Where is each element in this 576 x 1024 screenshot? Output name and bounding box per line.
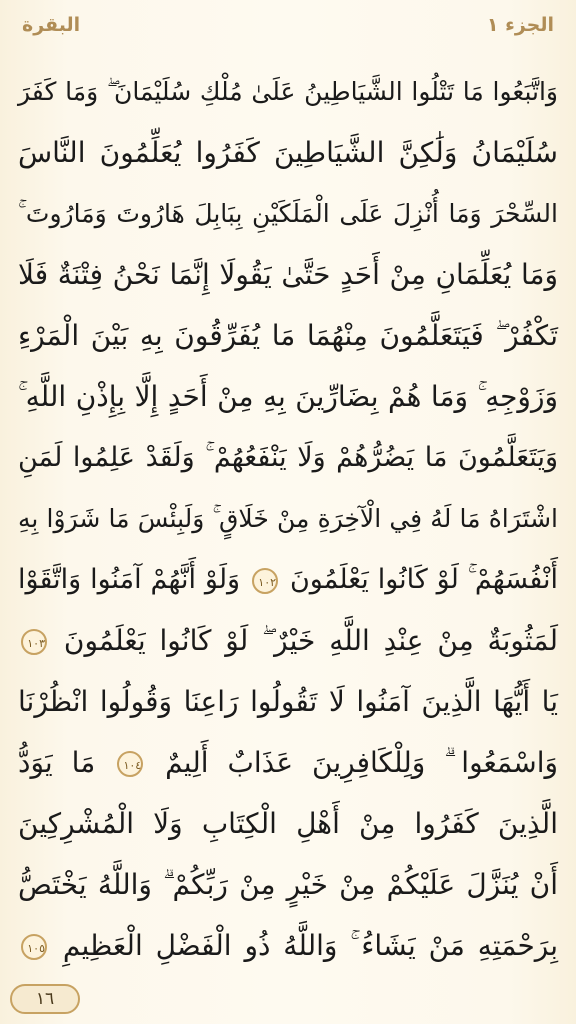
line-text: اشْتَرَاهُ مَا لَهُ فِي الْآخِرَةِ مِنْ خَلَاقٍ ۚ وَلَبِئْسَ مَا شَرَوْا بِهِ — [18, 504, 558, 533]
text-line — [18, 182, 558, 246]
line-text: وَمَا يُعَلِّمَانِ مِنْ أَحَدٍ حَتَّىٰ يَقُولَا إِنَّمَا نَحْنُ فِتْنَةٌ فَلَا — [18, 258, 558, 291]
page-header — [16, 10, 560, 46]
line-text: وَزَوْجِهِ ۚ وَمَا هُمْ بِضَارِّينَ بِهِ مِنْ أَحَدٍ إِلَّا بِإِذْنِ اللَّهِ ۚ — [18, 380, 558, 413]
text-line — [18, 243, 558, 307]
ayah-number-marker: ١٠٥ — [21, 934, 47, 960]
text-line — [18, 670, 558, 734]
line-text: تَكْفُرْ ۖ فَيَتَعَلَّمُونَ مِنْهُمَا مَا يُفَرِّقُونَ بِهِ بَيْنَ الْمَرْءِ — [18, 319, 558, 352]
line-text: أَنْ يُنَزَّلَ عَلَيْكُمْ مِنْ خَيْرٍ مِنْ رَبِّكُمْ ۗ وَاللَّهُ يَخْتَصُّ — [18, 868, 558, 901]
line-text: وَيَتَعَلَّمُونَ مَا يَضُرُّهُمْ وَلَا يَنْفَعُهُمْ ۚ وَلَقَدْ عَلِمُوا لَمَنِ — [18, 442, 558, 473]
line-text-continued: مَا يَوَدُّ — [18, 746, 96, 779]
text-line — [18, 121, 558, 185]
text-line — [18, 304, 558, 368]
page-footer — [10, 984, 80, 1014]
line-text: سُلَيْمَانُ وَلَٰكِنَّ الشَّيَاطِينَ كَفَرُوا يُعَلِّمُونَ النَّاسَ — [18, 136, 558, 169]
surah-title: البقرة — [22, 14, 81, 36]
text-line — [18, 548, 558, 612]
text-line — [18, 853, 558, 917]
ayah-number-marker: ١٠٢ — [252, 568, 278, 594]
text-line — [18, 609, 558, 673]
text-line — [18, 792, 558, 856]
line-text: لَمَثُوبَةٌ مِنْ عِنْدِ اللَّهِ خَيْرٌ ۖ لَوْ كَانُوا يَعْلَمُونَ — [63, 624, 558, 657]
text-line — [18, 60, 558, 124]
line-text: الَّذِينَ كَفَرُوا مِنْ أَهْلِ الْكِتَابِ وَلَا الْمُشْرِكِينَ — [18, 807, 558, 840]
text-line — [18, 914, 558, 978]
line-text: بِرَحْمَتِهِ مَنْ يَشَاءُ ۚ وَاللَّهُ ذُو الْفَضْلِ الْعَظِيمِ — [62, 929, 558, 962]
line-text: السِّحْرَ وَمَا أُنْزِلَ عَلَى الْمَلَكَيْنِ بِبَابِلَ هَارُوتَ وَمَارُوتَ ۚ — [18, 199, 558, 228]
text-line — [18, 731, 558, 795]
juz-title: الجزء ١ — [486, 14, 554, 36]
text-line — [18, 365, 558, 429]
line-text: وَاسْمَعُوا ۗ وَلِلْكَافِرِينَ عَذَابٌ أَلِيمٌ — [165, 746, 558, 779]
line-text: وَاتَّبَعُوا مَا تَتْلُوا الشَّيَاطِينُ عَلَىٰ مُلْكِ سُلَيْمَانَ ۖ وَمَا كَفَرَ — [18, 77, 558, 106]
ayah-number-marker: ١٠٣ — [21, 629, 47, 655]
ayah-number-marker: ١٠٤ — [117, 751, 143, 777]
text-line — [18, 426, 558, 490]
line-text: أَنْفُسَهُمْ ۚ لَوْ كَانُوا يَعْلَمُونَ — [289, 564, 558, 595]
line-text: يَا أَيُّهَا الَّذِينَ آمَنُوا لَا تَقُولُوا رَاعِنَا وَقُولُوا انْظُرْنَا — [18, 685, 558, 718]
quran-text-lines — [18, 60, 558, 980]
text-line — [18, 487, 558, 551]
line-text-continued: وَلَوْ أَنَّهُمْ آمَنُوا وَاتَّقَوْا — [18, 564, 241, 595]
page-number-badge: ١٦ — [10, 984, 80, 1014]
